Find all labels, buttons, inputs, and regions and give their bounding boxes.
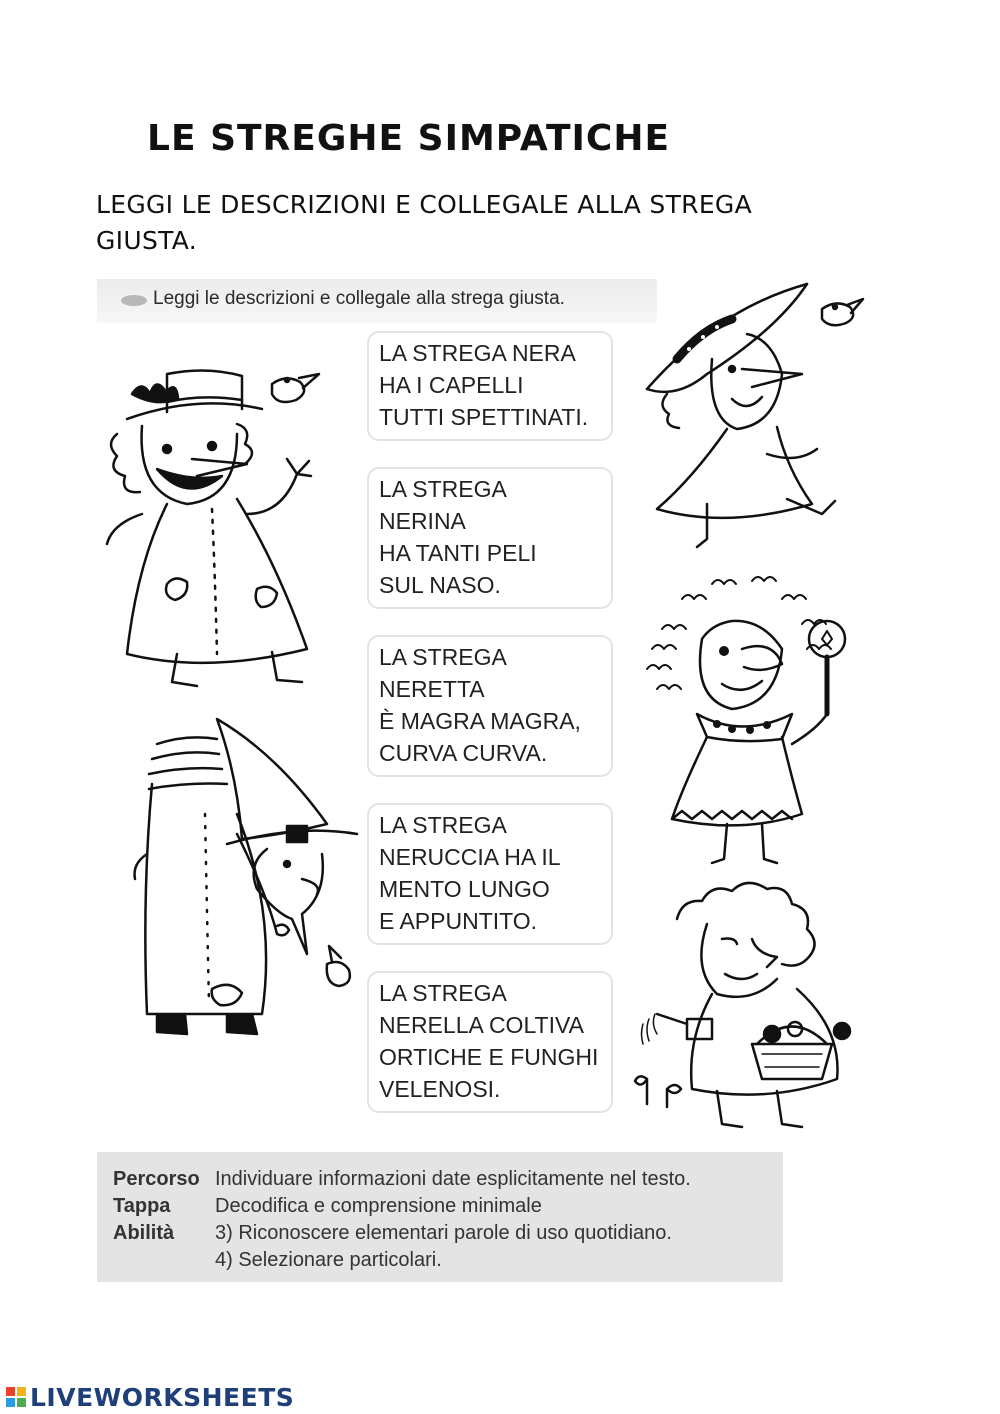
description-line: MENTO LUNGO xyxy=(379,876,550,902)
info-box xyxy=(97,1152,783,1282)
description-line: LA STREGA xyxy=(379,644,507,670)
description-line: ORTICHE E FUNGHI xyxy=(379,1044,599,1070)
description-line: LA STREGA xyxy=(379,476,507,502)
logo-block xyxy=(17,1387,26,1396)
info-label: Abilità xyxy=(113,1222,175,1244)
logo-icon xyxy=(6,1387,26,1407)
logo-block xyxy=(6,1398,15,1407)
exercise-panel xyxy=(97,279,868,1139)
witch-illustration-2[interactable] xyxy=(637,279,867,554)
logo-block xyxy=(17,1398,26,1407)
logo-block xyxy=(6,1387,15,1396)
info-text: Decodifica e comprensione minimale xyxy=(215,1195,542,1217)
description-box-3[interactable] xyxy=(367,635,613,777)
description-line: LA STREGA NERA xyxy=(379,340,576,366)
witch-illustration-3[interactable] xyxy=(632,569,867,869)
description-line: SUL NASO. xyxy=(379,572,501,598)
liveworksheets-logo[interactable] xyxy=(6,1380,294,1414)
info-text: 4) Selezionare particolari. xyxy=(215,1249,442,1271)
exercise-header xyxy=(97,279,657,323)
description-box-2[interactable] xyxy=(367,467,613,609)
description-line: TUTTI SPETTINATI. xyxy=(379,404,589,430)
description-line: HA TANTI PELI xyxy=(379,540,537,566)
witch-illustration-5[interactable] xyxy=(617,879,867,1139)
info-label: Tappa xyxy=(113,1195,171,1217)
exercise-instruction: Leggi le descrizioni e collegale alla strega giusta. xyxy=(153,288,565,309)
info-text: Individuare informazioni date esplicitamente nel testo. xyxy=(215,1168,691,1190)
description-box-5[interactable] xyxy=(367,971,613,1113)
description-box-1[interactable] xyxy=(367,331,613,441)
description-line: NERUCCIA HA IL xyxy=(379,844,561,870)
description-line: NERETTA xyxy=(379,676,485,702)
description-line: CURVA CURVA. xyxy=(379,740,548,766)
description-line: E APPUNTITO. xyxy=(379,908,538,934)
description-line: NERINA xyxy=(379,508,466,534)
description-line: NERELLA COLTIVA xyxy=(379,1012,584,1038)
info-text: 3) Riconoscere elementari parole di uso quotidiano. xyxy=(215,1222,672,1244)
info-label: Percorso xyxy=(113,1168,200,1190)
instructions-text: LEGGI LE DESCRIZIONI E COLLEGALE ALLA STREGA GIUSTA. xyxy=(96,190,753,255)
description-line: È MAGRA MAGRA, xyxy=(379,708,581,734)
logo-text: LIVEWORKSHEETS xyxy=(30,1382,295,1412)
description-box-4[interactable] xyxy=(367,803,613,945)
description-line: LA STREGA xyxy=(379,812,507,838)
description-line: VELENOSI. xyxy=(379,1076,501,1102)
bullet-icon xyxy=(121,295,147,306)
witch-illustration-4[interactable] xyxy=(127,714,367,1044)
witch-illustration-1[interactable] xyxy=(97,364,347,694)
description-line: LA STREGA xyxy=(379,980,507,1006)
description-line: HA I CAPELLI xyxy=(379,372,524,398)
page-title: LE STREGHE SIMPATICHE xyxy=(147,118,671,159)
